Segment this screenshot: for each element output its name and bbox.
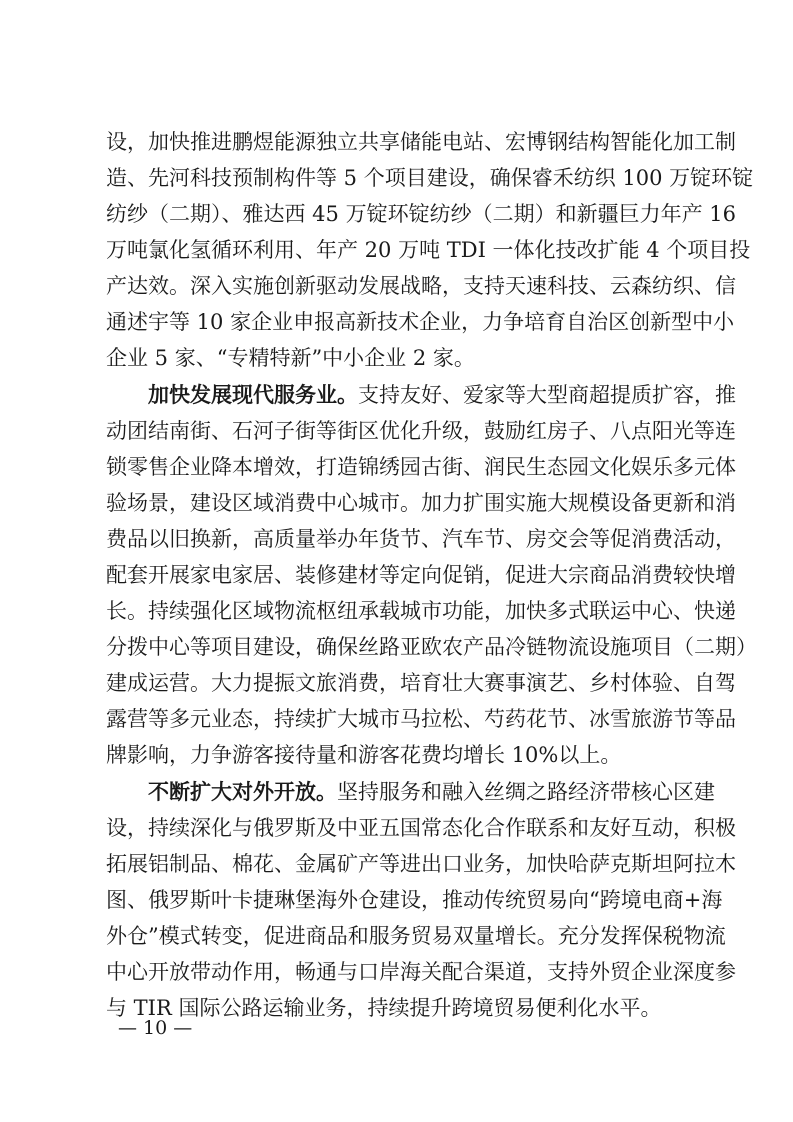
paragraph-1-line-3: 纺纱（二期）、雅达西 45 万锭环锭纺纱（二期）和新疆巨力年产 16: [106, 202, 736, 226]
paragraph-2-line-8: 分拨中心等项目建设，确保丝路亚欧农产品冷链物流设施项目（二期）: [106, 635, 757, 659]
paragraph-2-line-11: 牌影响，力争游客接待量和游客花费均增长 10%以上。: [106, 743, 622, 767]
paragraph-1-line-6: 通述宇等 10 家企业申报高新技术企业，力争培育自治区创新型中小: [106, 310, 735, 334]
paragraph-3-line-2: 设，持续深化与俄罗斯及中亚五国常态化合作联系和友好互动，积极: [106, 816, 736, 840]
paragraph-2-first-line-text: 支持友好、爱家等大型商超提质扩容，推: [358, 383, 736, 407]
paragraph-3-line-1: [148, 774, 715, 810]
paragraph-3-line-7: 与 TIR 国际公路运输业务，持续提升跨境贸易便利化水平。: [106, 996, 662, 1020]
paragraph-3-first-line-text: 坚持服务和融入丝绸之路经济带核心区建: [337, 780, 715, 804]
paragraph-2-line-10: 露营等多元业态，持续扩大城市马拉松、芍药花节、冰雪旅游节等品: [106, 707, 736, 731]
paragraph-3-line-4: 图、俄罗斯叶卡捷琳堡海外仓建设，推动传统贸易向“跨境电商+海: [106, 888, 723, 912]
paragraph-3-line-3: 拓展铝制品、棉花、金属矿产等进出口业务，加快哈萨克斯坦阿拉木: [106, 852, 736, 876]
paragraph-1-line-1: 设，加快推进鹏煜能源独立共享储能电站、宏博钢结构智能化加工制: [106, 130, 736, 154]
paragraph-1-line-7: 企业 5 家、“专精特新”中小企业 2 家。: [106, 346, 475, 370]
paragraph-2-line-6: 配套开展家电家居、装修建材等定向促销，促进大宗商品消费较快增: [106, 563, 736, 587]
paragraph-2-line-3: 锁零售企业降本增效，打造锦绣园古街、润民生态园文化娱乐多元体: [106, 455, 736, 479]
section-heading-services: 加快发展现代服务业。: [148, 382, 358, 407]
page-number: — 10 —: [118, 1017, 193, 1039]
paragraph-2-line-1: [148, 377, 736, 413]
paragraph-3-line-6: 中心开放带动作用，畅通与口岸海关配合渠道，支持外贸企业深度参: [106, 960, 736, 984]
paragraph-2-line-5: 费品以旧换新，高质量举办年货节、汽车节、房交会等促消费活动，: [106, 527, 736, 551]
paragraph-2-line-7: 长。持续强化区域物流枢纽承载城市功能，加快多式联运中心、快递: [106, 599, 736, 623]
paragraph-1-line-5: 产达效。深入实施创新驱动发展战略，支持天速科技、云森纺织、信: [106, 274, 736, 298]
paragraph-2-line-4: 验场景，建设区域消费中心城市。加力扩围实施大规模设备更新和消: [106, 491, 736, 515]
paragraph-2-line-9: 建成运营。大力提振文旅消费，培育壮大赛事演艺、乡村体验、自驾: [106, 671, 736, 695]
paragraph-1-line-2: 造、先河科技预制构件等 5 个项目建设，确保睿禾纺织 100 万锭环锭: [106, 166, 754, 190]
paragraph-3-line-5: 外仓”模式转变，促进商品和服务贸易双量增长。充分发挥保税物流: [106, 924, 726, 948]
paragraph-2-line-2: 动团结南街、石河子街等街区优化升级，鼓励红房子、八点阳光等连: [106, 419, 736, 443]
paragraph-1-line-4: 万吨氯化氢循环利用、年产 20 万吨 TDI 一体化技改扩能 4 个项目投: [106, 238, 751, 262]
section-heading-opening-up: 不断扩大对外开放。: [148, 779, 337, 804]
